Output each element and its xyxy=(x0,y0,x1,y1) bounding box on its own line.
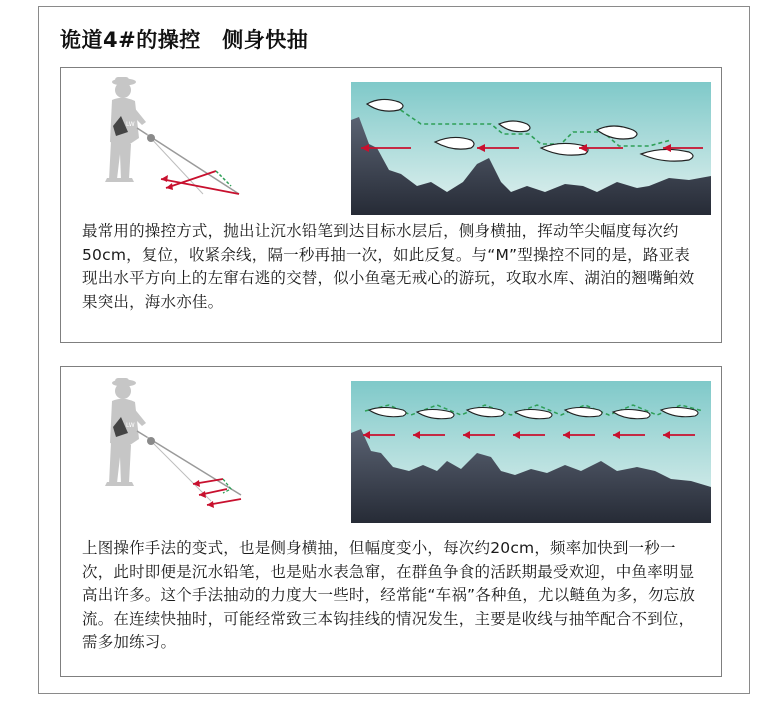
svg-text:LW: LW xyxy=(126,121,135,128)
svg-text:LW: LW xyxy=(126,422,135,429)
underwater-scene-2 xyxy=(351,381,711,523)
underwater-scene-1 xyxy=(351,82,711,215)
angler-illustration-1 xyxy=(91,76,251,211)
page-title: 诡道4#的操控 侧身快抽 xyxy=(60,28,309,52)
technique-panel-2 xyxy=(60,366,722,677)
technique-description-2: 上图操作手法的变式，也是侧身横抽，但幅度变小，每次约20cm，频率加快到一秒一次，此时即便是沉水铅笔，也是贴水表急窜，在群鱼争食的活跃期最受欢迎，中鱼率明显高出许多。这个手法抽动的力度大一些时，经常能“车祸”各种鱼，尤以鲢鱼为多，勿忘放流。在连续快抽时，可能经常致三本钩挂线的情况发生，主要是收线与抽竿配合不到位，需多加练习。 xyxy=(82,539,696,651)
technique-description-1: 最常用的操控方式，抛出让沉水铅笔到达目标水层后，侧身横抽，挥动竿尖幅度每次约50cm，复位，收紧余线，隔一秒再抽一次，如此反复。与“M”型操控不同的是，路亚表现出水平方向上的左窜右逃的交替，似小鱼毫无戒心的游玩，攻取水库、湖泊的翘嘴鲌效果突出，海水亦佳。 xyxy=(82,222,695,311)
rod-swing-arrows xyxy=(193,479,241,508)
technique-panel-1 xyxy=(60,67,722,343)
angler-illustration-2 xyxy=(91,377,251,517)
